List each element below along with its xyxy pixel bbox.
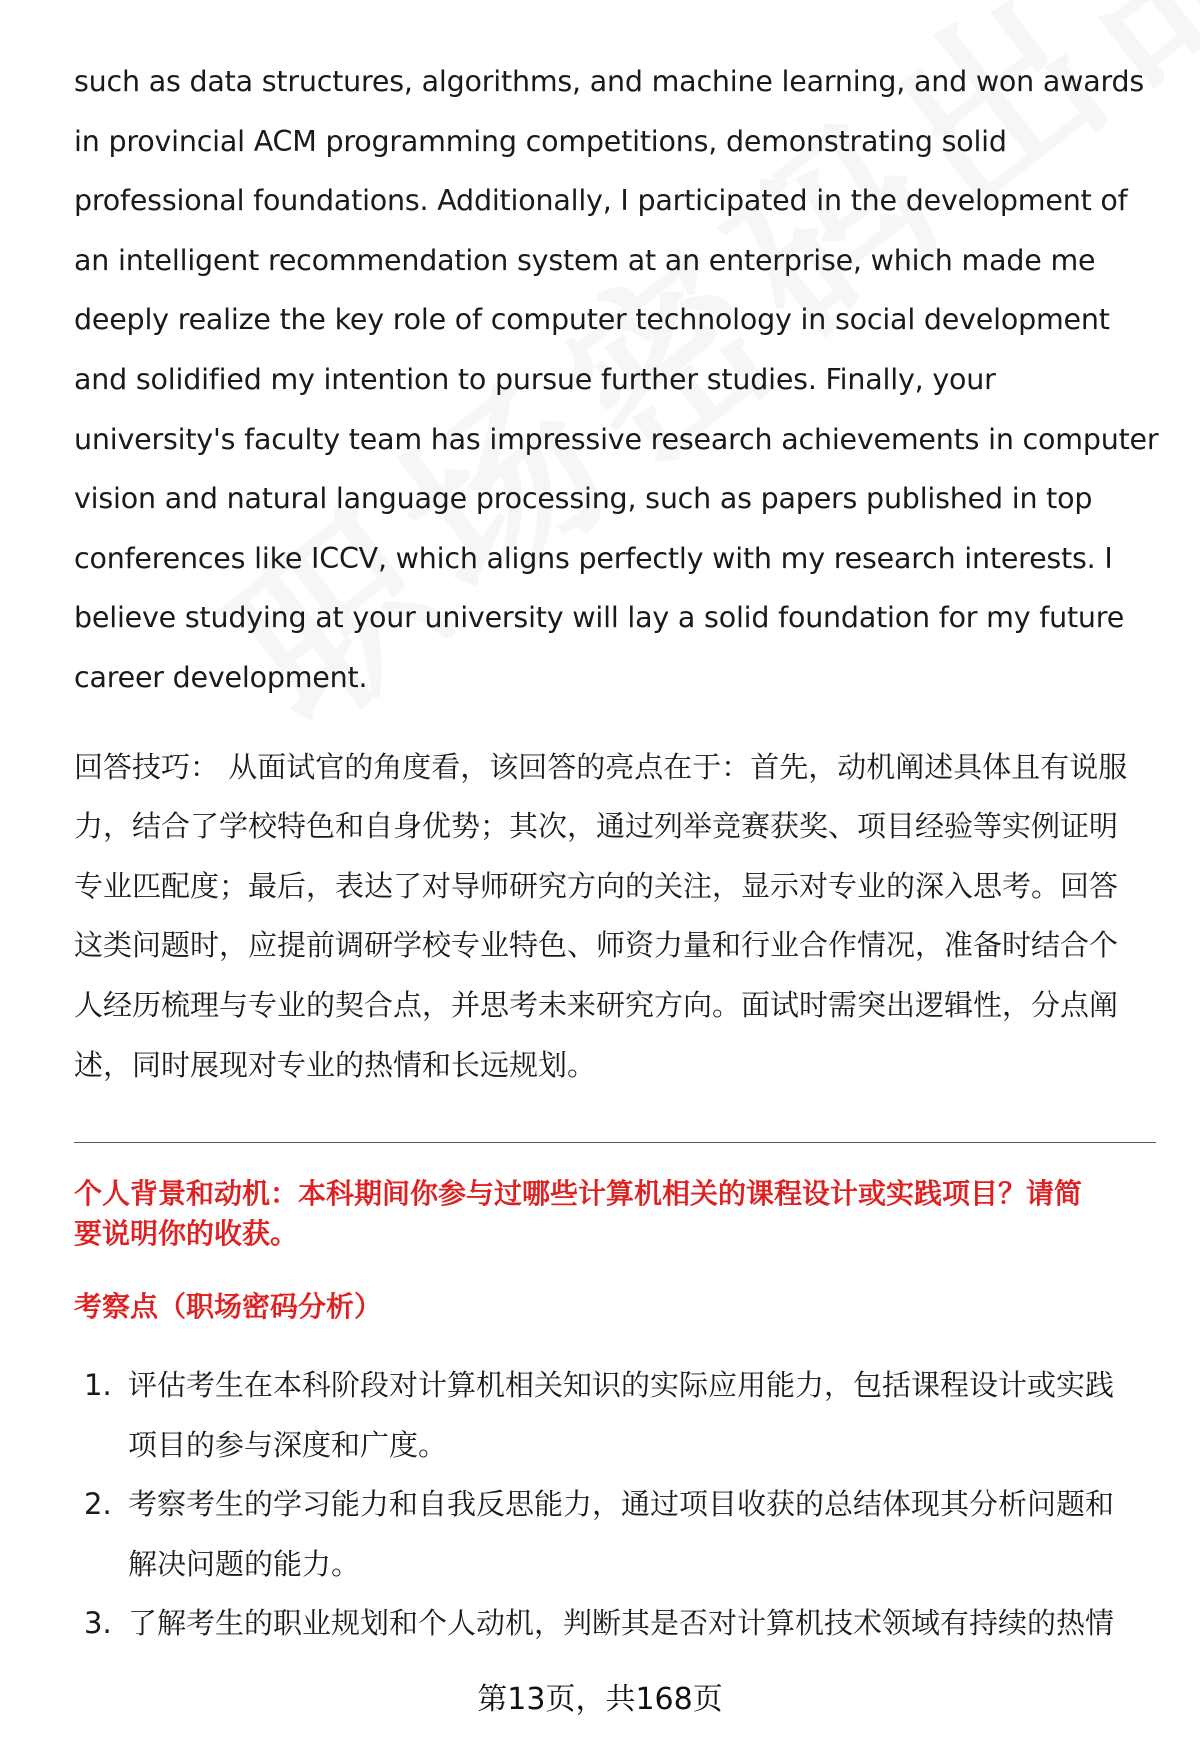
list-number: 3. bbox=[84, 1606, 112, 1641]
tips-line: 这类问题时，应提前调研学校专业特色、师资力量和行业合作情况，准备时结合个 bbox=[74, 928, 1119, 963]
paragraph-line: university's faculty team has impressive research achievements in computer bbox=[74, 422, 1159, 456]
list-item bbox=[74, 1475, 1164, 1594]
page-content bbox=[74, 52, 1159, 1095]
list-number: 1. bbox=[84, 1368, 112, 1402]
list-item-line: 评估考生在本科阶段对计算机相关知识的实际应用能力，包括课程设计或实践 bbox=[128, 1368, 1115, 1402]
list-item-line: 了解考生的职业规划和个人动机，判断其是否对计算机技术领域有持续的热情 bbox=[128, 1606, 1115, 1641]
list-item-line: 解决问题的能力。 bbox=[128, 1546, 361, 1581]
list-item bbox=[74, 1594, 1164, 1654]
paragraph-line: such as data structures, algorithms, and machine learning, and won awards bbox=[74, 65, 1145, 98]
paragraph-line: professional foundations. Additionally, I participated in the development of bbox=[74, 184, 1128, 218]
question-heading bbox=[74, 1174, 1164, 1254]
list-number: 2. bbox=[84, 1487, 112, 1522]
list-item-line: 考察考生的学习能力和自我反思能力，通过项目收获的总结体现其分析问题和 bbox=[128, 1487, 1115, 1522]
tips-line: 专业匹配度；最后，表达了对导师研究方向的关注，显示对专业的深入思考。回答 bbox=[74, 868, 1119, 903]
paragraph-line: vision and natural language processing, such as papers published in top bbox=[74, 482, 1093, 516]
assessment-point-list bbox=[74, 1356, 1164, 1654]
paragraph-line: deeply realize the key role of computer technology in social development bbox=[74, 303, 1110, 337]
tips-line: 人经历梳理与专业的契合点，并思考未来研究方向。面试时需突出逻辑性，分点阐 bbox=[74, 987, 1119, 1022]
list-item bbox=[74, 1356, 1164, 1475]
tips-line: 回答技巧： 从面试官的角度看，该回答的亮点在于：首先，动机阐述具体且有说服 bbox=[74, 749, 1128, 784]
answer-tips-paragraph bbox=[74, 738, 1154, 1096]
assessment-title: 考察点（职场密码分析） bbox=[74, 1290, 383, 1323]
paragraph-line: believe studying at your university will lay a solid foundation for my future bbox=[74, 601, 1125, 635]
question-line: 个人背景和动机：本科期间你参与过哪些计算机相关的课程设计或实践项目？请简 bbox=[74, 1177, 1083, 1210]
english-answer-paragraph bbox=[74, 52, 1159, 708]
paragraph-line: and solidified my intention to pursue further studies. Finally, your bbox=[74, 362, 996, 396]
tips-line: 力，结合了学校特色和自身优势；其次，通过列举竞赛获奖、项目经验等实例证明 bbox=[74, 809, 1119, 844]
question-line: 要说明你的收获。 bbox=[74, 1217, 299, 1250]
tips-line: 述，同时展现对专业的热情和长远规划。 bbox=[74, 1047, 597, 1082]
paragraph-line: conferences like ICCV, which aligns perfectly with my research interests. I bbox=[74, 541, 1113, 575]
page-number-footer: 第13页，共168页 bbox=[477, 1682, 723, 1717]
paragraph-line: career development. bbox=[74, 660, 368, 694]
paragraph-line: an intelligent recommendation system at an enterprise, which made me bbox=[74, 243, 1096, 277]
paragraph-line: in provincial ACM programming competitions, demonstrating solid bbox=[74, 124, 1007, 158]
list-item-line: 项目的参与深度和广度。 bbox=[128, 1427, 448, 1462]
section-divider bbox=[74, 1142, 1156, 1143]
